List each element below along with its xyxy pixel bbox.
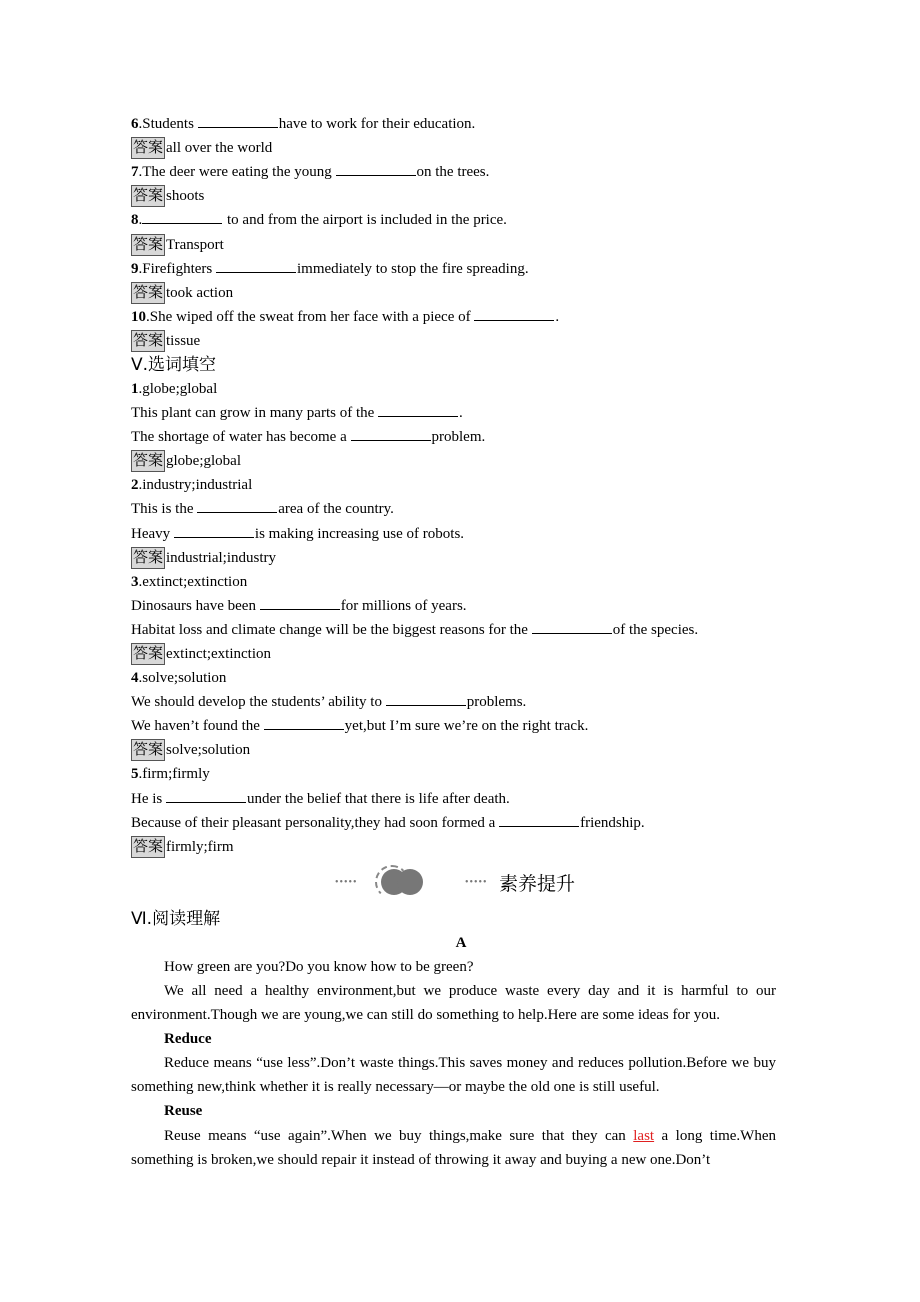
- section-divider: [131, 859, 791, 907]
- sentence-1: Dinosaurs have been for millions of years.: [131, 594, 791, 618]
- answer-row: [131, 642, 791, 666]
- section5-item-3: [131, 570, 791, 666]
- answer-blank: [198, 113, 278, 128]
- double-circle-emblem-icon: [375, 865, 425, 895]
- sentence-1: He is under the belief that there is life after death.: [131, 787, 791, 811]
- answer-blank: [351, 426, 431, 441]
- section4-items: [131, 112, 791, 353]
- answer-button[interactable]: 答案: [131, 330, 165, 352]
- section6-title: Ⅵ.阅读理解: [131, 908, 221, 929]
- answer-blank: [142, 209, 222, 224]
- sentence-2: Heavy is making increasing use of robots.: [131, 522, 791, 546]
- question-9: 9.Firefighters immediately to stop the fire spreading.: [131, 257, 791, 281]
- answer-row-6: [131, 136, 791, 160]
- section5-item-4: [131, 666, 791, 762]
- heading-reuse: Reuse: [164, 1103, 203, 1120]
- vocab-link-last[interactable]: last: [633, 1127, 655, 1144]
- answer-blank: [378, 402, 458, 417]
- answer-row-9: [131, 281, 791, 305]
- answer-row-8: [131, 232, 791, 256]
- question-10: 10.She wiped off the sweat from her face with a piece of .: [131, 305, 791, 329]
- section5-item-1: [131, 377, 791, 473]
- word-pair: 5.firm;firmly: [131, 766, 210, 783]
- paragraph-1: How green are you?Do you know how to be green?: [164, 958, 474, 975]
- answer-blank: [474, 306, 554, 321]
- answer-button[interactable]: 答案: [131, 739, 165, 761]
- answer-button[interactable]: 答案: [131, 547, 165, 569]
- paragraph-4: Reuse means “use again”.When we buy things,make sure that they can last a long time.When something is broken,we should repair it instead of throwing it away and buying a new one.Don’t: [131, 1127, 776, 1168]
- answer-text: all over the world: [166, 140, 273, 157]
- answer-row-7: [131, 184, 791, 208]
- paragraph-2: We all need a healthy environment,but we produce waste every day and it is harmful to our environment.Though we are young,we can still do something to help.Here are some ideas for you.: [131, 983, 776, 1024]
- answer-blank: [174, 523, 254, 538]
- answer-button[interactable]: 答案: [131, 643, 165, 665]
- answer-blank: [264, 715, 344, 730]
- answer-text: industrial;industry: [166, 549, 277, 566]
- sentence-1: This is the area of the country.: [131, 497, 791, 521]
- sentence-1: We should develop the students’ ability to problems.: [131, 690, 791, 714]
- question-7: 7.The deer were eating the young on the trees.: [131, 160, 791, 184]
- answer-row: [131, 738, 791, 762]
- answer-blank: [216, 258, 296, 273]
- dots-left: •••••: [335, 876, 358, 888]
- answer-row: [131, 835, 791, 859]
- answer-button[interactable]: 答案: [131, 836, 165, 858]
- answer-blank: [499, 812, 579, 827]
- answer-blank: [336, 161, 416, 176]
- answer-blank: [197, 498, 277, 513]
- answer-blank: [386, 691, 466, 706]
- paragraph-3: Reduce means “use less”.Don’t waste things.This saves money and reduces pollution.Before we buy something new,think whether it is really necessary—or maybe the old one is still useful.: [131, 1055, 776, 1096]
- heading-reduce: Reduce: [164, 1031, 212, 1048]
- divider-title: 素养提升: [499, 872, 576, 895]
- answer-text: globe;global: [166, 453, 242, 470]
- answer-text: firmly;firm: [166, 838, 234, 855]
- answer-row: [131, 449, 791, 473]
- sentence-1: This plant can grow in many parts of the .: [131, 401, 791, 425]
- question-6: 6.Students have to work for their education.: [131, 112, 791, 136]
- answer-blank: [260, 595, 340, 610]
- answer-row-10: [131, 329, 791, 353]
- passage-label: A: [455, 934, 467, 951]
- word-pair: 2.industry;industrial: [131, 477, 253, 494]
- answer-text: shoots: [166, 188, 205, 205]
- answer-button[interactable]: 答案: [131, 282, 165, 304]
- document-page: [131, 112, 791, 1172]
- word-pair: 3.extinct;extinction: [131, 573, 248, 590]
- answer-button[interactable]: 答案: [131, 185, 165, 207]
- answer-button[interactable]: 答案: [131, 450, 165, 472]
- dots-right: •••••: [465, 876, 488, 888]
- word-pair: 1.globe;global: [131, 380, 218, 397]
- sentence-2: We haven’t found the yet,but I’m sure we’re on the right track.: [131, 714, 791, 738]
- sentence-2: Because of their pleasant personality,they had soon formed a friendship.: [131, 811, 791, 835]
- answer-row: [131, 546, 791, 570]
- answer-blank: [166, 788, 246, 803]
- question-8: 8. to and from the airport is included in the price.: [131, 208, 791, 232]
- circle-right: [397, 869, 423, 895]
- answer-button[interactable]: 答案: [131, 137, 165, 159]
- answer-blank: [532, 619, 612, 634]
- answer-text: Transport: [166, 236, 224, 253]
- answer-text: solve;solution: [166, 742, 251, 759]
- answer-text: tissue: [166, 332, 201, 349]
- section5-item-2: [131, 473, 791, 569]
- section5-title: Ⅴ.选词填空: [131, 354, 217, 375]
- sentence-2: The shortage of water has become a problem.: [131, 425, 791, 449]
- sentence-2: Habitat loss and climate change will be the biggest reasons for the of the species.: [131, 618, 791, 642]
- answer-button[interactable]: 答案: [131, 234, 165, 256]
- word-pair: 4.solve;solution: [131, 670, 227, 687]
- answer-text: extinct;extinction: [166, 646, 271, 663]
- answer-text: took action: [166, 284, 234, 301]
- section5-item-5: [131, 762, 791, 858]
